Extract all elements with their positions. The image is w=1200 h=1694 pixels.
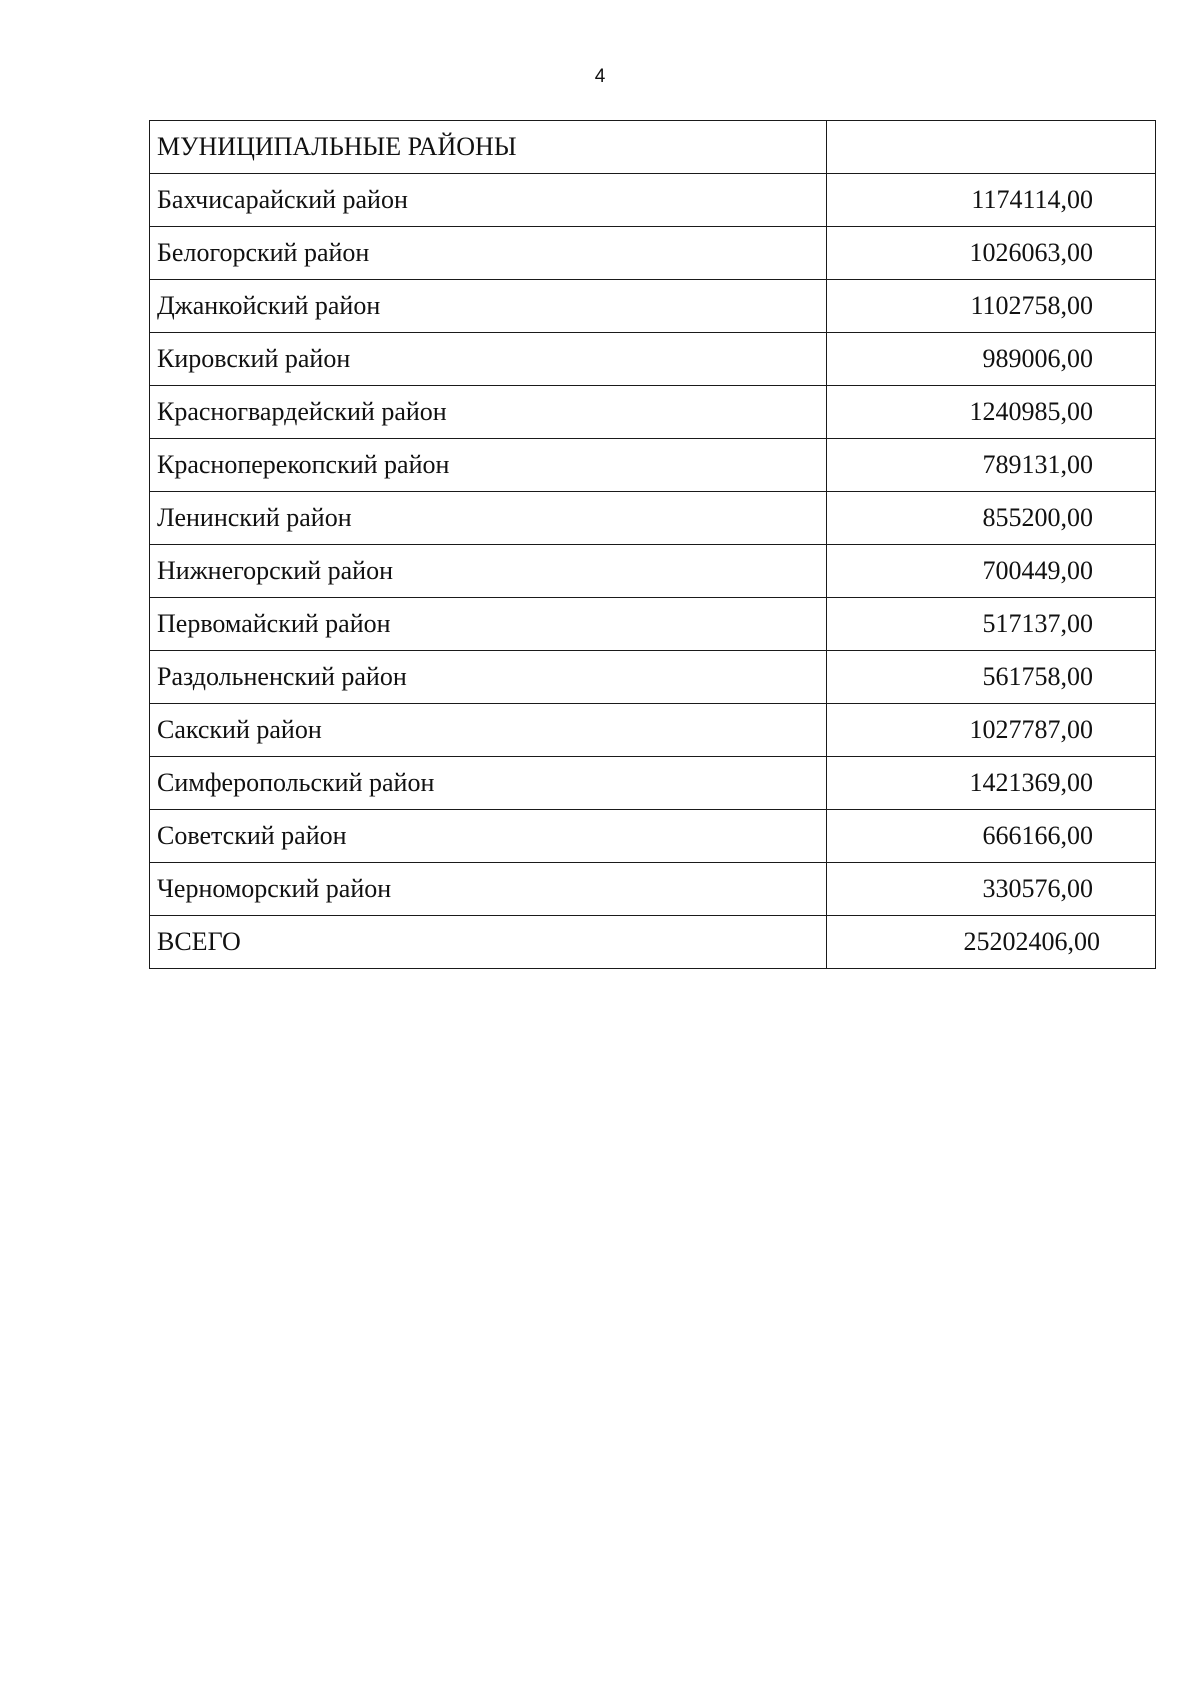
table-total-row: [150, 916, 1156, 969]
district-name: Советский район: [150, 810, 827, 863]
table-header-row: [150, 121, 1156, 174]
table-row: [150, 280, 1156, 333]
district-name: Симферопольский район: [150, 757, 827, 810]
district-name: Раздольненский район: [150, 651, 827, 704]
municipal-districts-table: [149, 120, 1156, 969]
district-name: Бахчисарайский район: [150, 174, 827, 227]
district-name: Первомайский район: [150, 598, 827, 651]
table-body: [150, 121, 1156, 969]
district-amount: 789131,00: [827, 439, 1156, 492]
table-row: [150, 545, 1156, 598]
district-name: Ленинский район: [150, 492, 827, 545]
district-name: Красноперекопский район: [150, 439, 827, 492]
total-label: ВСЕГО: [150, 916, 827, 969]
page-number: 4: [594, 66, 606, 87]
table-row: [150, 810, 1156, 863]
district-amount: 855200,00: [827, 492, 1156, 545]
district-amount: 1174114,00: [827, 174, 1156, 227]
table-row: [150, 439, 1156, 492]
table-row: [150, 227, 1156, 280]
total-amount: 25202406,00: [827, 916, 1156, 969]
district-amount: 1102758,00: [827, 280, 1156, 333]
district-amount: 1421369,00: [827, 757, 1156, 810]
district-amount: 1240985,00: [827, 386, 1156, 439]
district-amount: 1026063,00: [827, 227, 1156, 280]
table-row: [150, 598, 1156, 651]
district-amount: 517137,00: [827, 598, 1156, 651]
header-name-cell: МУНИЦИПАЛЬНЫЕ РАЙОНЫ: [150, 121, 827, 174]
table-row: [150, 492, 1156, 545]
table-row: [150, 757, 1156, 810]
district-name: Белогорский район: [150, 227, 827, 280]
district-name: Красногвардейский район: [150, 386, 827, 439]
district-name: Джанкойский район: [150, 280, 827, 333]
district-amount: 989006,00: [827, 333, 1156, 386]
district-amount: 700449,00: [827, 545, 1156, 598]
table-row: [150, 333, 1156, 386]
table-row: [150, 863, 1156, 916]
district-name: Сакский район: [150, 704, 827, 757]
district-amount: 666166,00: [827, 810, 1156, 863]
district-name: Кировский район: [150, 333, 827, 386]
table-row: [150, 174, 1156, 227]
table-row: [150, 704, 1156, 757]
district-name: Черноморский район: [150, 863, 827, 916]
table-row: [150, 386, 1156, 439]
table-row: [150, 651, 1156, 704]
district-name: Нижнегорский район: [150, 545, 827, 598]
district-amount: 330576,00: [827, 863, 1156, 916]
district-amount: 1027787,00: [827, 704, 1156, 757]
district-amount: 561758,00: [827, 651, 1156, 704]
header-value-cell: [827, 121, 1156, 174]
